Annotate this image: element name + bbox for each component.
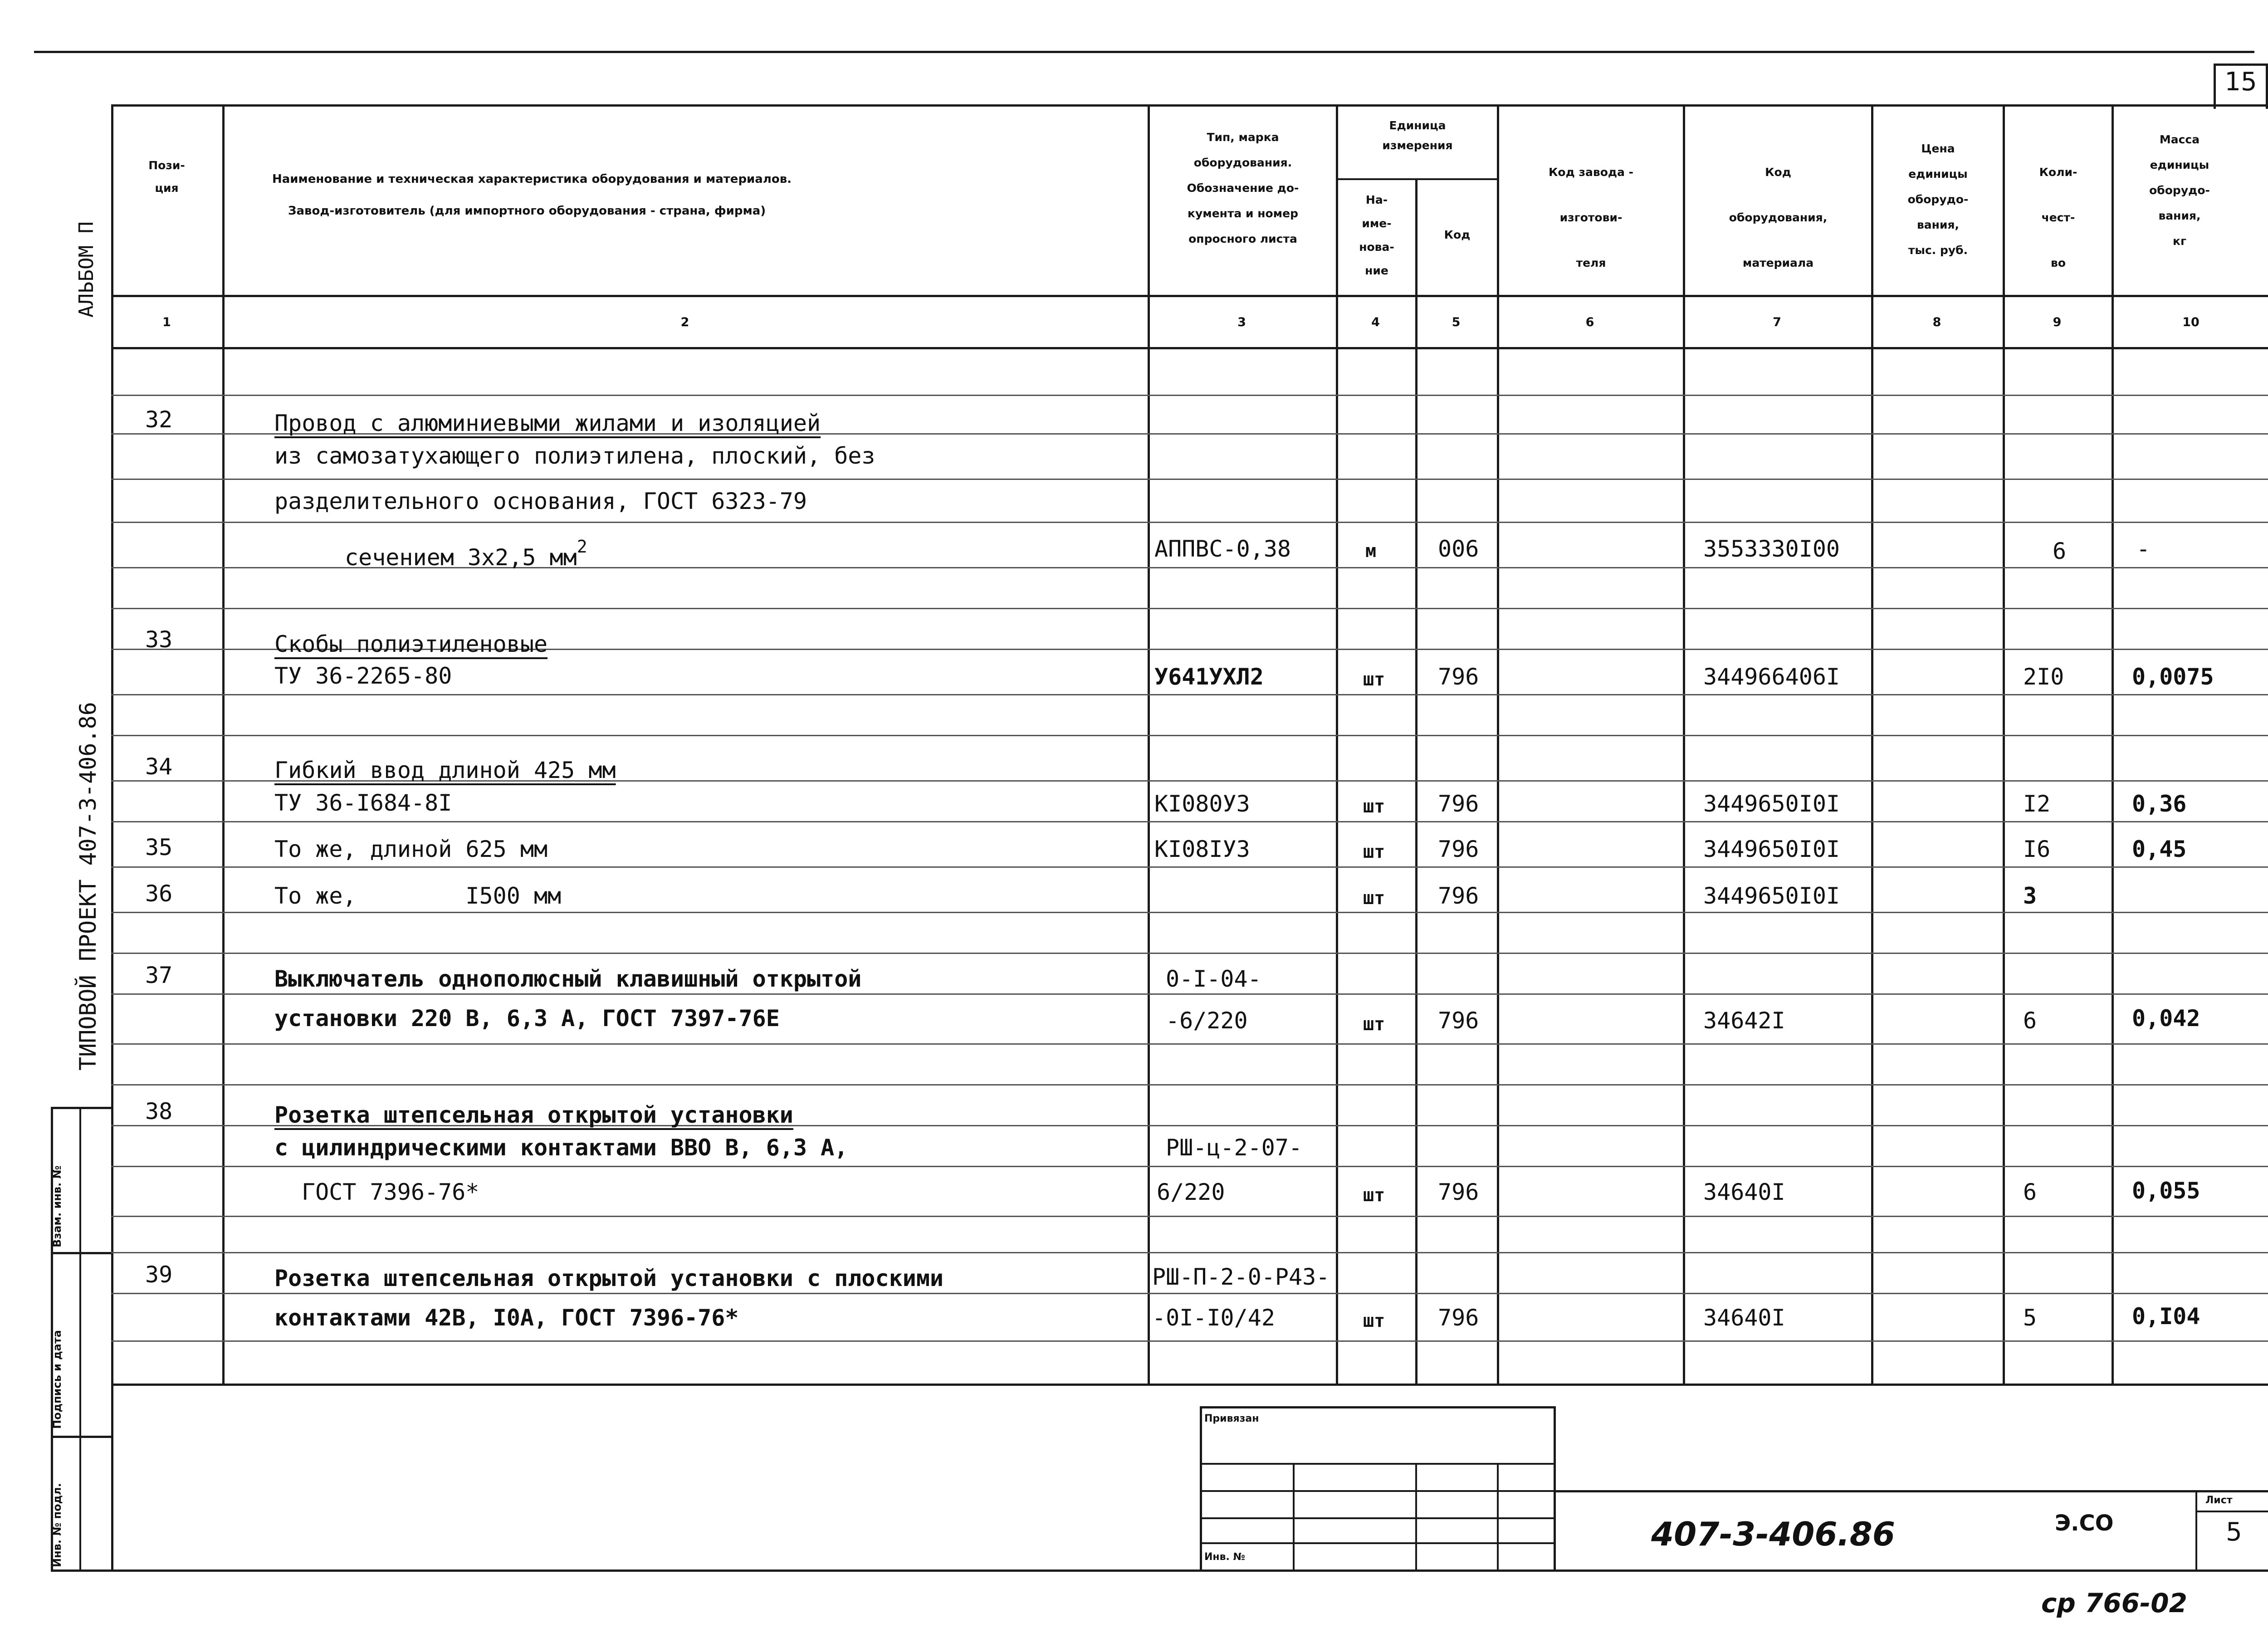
row-divider — [111, 912, 2268, 913]
footer-note: ср 766-02 — [2041, 1588, 2187, 1618]
row-type: РШ-П-2-0-Р43- — [1152, 1264, 1330, 1290]
row-name: То же, длиной 625 мм — [274, 836, 548, 862]
row-name: сечением 3х2,5 $мм^2$ — [345, 537, 587, 571]
row-pos: 33 — [145, 626, 173, 653]
stamp-inv-vzam: Взам. инв. № — [51, 1165, 64, 1247]
row-qty: I6 — [2023, 836, 2051, 862]
row-divider — [111, 1166, 2268, 1167]
header-mass: Масса единицы оборудо- вания, кг — [2149, 133, 2210, 248]
row-name: Выключатель однополюсный клавишный открытой — [274, 966, 862, 992]
row-divider — [111, 821, 2268, 822]
row-name: из самозатухающего полиэтилена, плоский, без — [274, 443, 875, 469]
sheet-number: 5 — [2226, 1517, 2242, 1547]
row-unit: м — [1365, 541, 1377, 562]
header-unit: Единица измерения — [1382, 119, 1453, 152]
row-type: РШ-ц-2-07- — [1166, 1134, 1303, 1161]
row-mass: 0,055 — [2132, 1178, 2200, 1204]
row-unit-code: 796 — [1438, 1007, 1479, 1034]
row-pos: 37 — [145, 962, 173, 988]
row-qty: 6 — [2023, 1179, 2037, 1205]
row-pos: 32 — [145, 406, 173, 433]
album-label: АЛЬБОМ П — [75, 221, 98, 318]
header-price: Цена единицы оборудо- вания, тыс. руб. — [1907, 142, 1969, 257]
row-type: КI080У3 — [1154, 791, 1250, 817]
row-divider — [111, 608, 2268, 609]
row-name: разделительного основания, ГОСТ 6323-79 — [274, 488, 807, 514]
row-type: АППВС-0,38 — [1154, 536, 1291, 562]
row-unit: шт — [1363, 1310, 1385, 1331]
row-qty: 6 — [2023, 1007, 2037, 1034]
row-unit: шт — [1363, 1185, 1385, 1206]
row-name: То же, I500 мм — [274, 883, 562, 909]
row-pos: 38 — [145, 1098, 173, 1125]
row-divider — [111, 735, 2268, 736]
row-code: 3449650I0I — [1703, 883, 1840, 909]
row-divider — [111, 953, 2268, 954]
section-code: Э.СО — [2055, 1511, 2114, 1536]
row-qty: 3 — [2023, 883, 2037, 909]
row-type: -6/220 — [1166, 1007, 1248, 1034]
row-divider — [111, 694, 2268, 695]
col-number: 1 — [162, 315, 171, 329]
row-unit-code: 796 — [1438, 664, 1479, 690]
row-divider — [111, 866, 2268, 868]
row-unit-code: 796 — [1438, 883, 1479, 909]
row-unit-code: 796 — [1438, 1305, 1479, 1331]
row-type: У641УХЛ2 — [1154, 664, 1264, 690]
header-position: Пози- ция — [148, 159, 185, 195]
row-mass: - — [2136, 536, 2151, 562]
header-type: Тип, марка оборудования. Обозначение до- кумента и номер опросного листа — [1187, 131, 1299, 245]
col-number: 6 — [1585, 315, 1594, 329]
row-name: Розетка штепсельная открытой установки — [274, 1102, 793, 1128]
header-unit-code: Код — [1444, 228, 1471, 241]
row-type: -0I-I0/42 — [1152, 1305, 1275, 1331]
row-code: 3449650I0I — [1703, 836, 1840, 862]
row-code: 344966406I — [1703, 664, 1840, 690]
row-divider — [111, 1293, 2268, 1294]
row-name: Провод с алюминиевыми жилами и изоляцией — [274, 410, 821, 436]
row-name: ТУ 36-2265-80 — [274, 663, 452, 689]
row-pos: 35 — [145, 834, 173, 861]
col-number: 9 — [2053, 315, 2062, 329]
row-code: 34640I — [1703, 1305, 1785, 1331]
row-name: Гибкий ввод длиной 425 мм — [274, 757, 616, 783]
sheet-label: Лист — [2205, 1495, 2233, 1506]
privyazan-label: Привязан — [1204, 1413, 1259, 1424]
row-mass: 0,45 — [2132, 836, 2187, 862]
inv-number-label: Инв. № — [1204, 1551, 1246, 1563]
row-unit-code: 796 — [1438, 836, 1479, 862]
row-code: 34642I — [1703, 1007, 1785, 1034]
stamp-inv-podl: Инв. № подл. — [51, 1483, 64, 1567]
row-qty: I2 — [2023, 791, 2051, 817]
row-divider — [111, 479, 2268, 480]
row-pos: 34 — [145, 753, 173, 780]
col-number: 5 — [1452, 315, 1461, 329]
row-mass: 0,36 — [2132, 791, 2187, 817]
row-divider — [111, 1340, 2268, 1342]
header-name: Наименование и техническая характеристика оборудования и материалов. Завод-изготовитель (для импортного оборудования - страна, фирма) — [272, 172, 792, 218]
row-unit: шт — [1363, 1014, 1385, 1035]
row-name: Розетка штепсельная открытой установки с плоскими — [274, 1265, 944, 1291]
row-divider — [111, 1084, 2268, 1085]
col-number: 2 — [680, 315, 689, 329]
row-name: ГОСТ 7396-76* — [302, 1179, 479, 1205]
row-unit: шт — [1363, 841, 1385, 862]
row-code: 3553330I00 — [1703, 536, 1840, 562]
row-divider — [111, 395, 2268, 396]
page-number: 15 — [2224, 67, 2257, 97]
row-code: 3449650I0I — [1703, 791, 1840, 817]
row-unit: шт — [1363, 669, 1385, 690]
row-divider — [111, 1043, 2268, 1045]
header-unit-name: На- име- нова- ние — [1359, 193, 1394, 277]
row-name: установки 220 В, 6,3 А, ГОСТ 7397-76Е — [274, 1005, 780, 1032]
row-unit-code: 796 — [1438, 1179, 1479, 1205]
col-number: 4 — [1371, 315, 1380, 329]
col-number: 3 — [1237, 315, 1246, 329]
row-name: контактами 42В, I0А, ГОСТ 7396-76* — [274, 1305, 739, 1331]
row-unit: шт — [1363, 888, 1385, 909]
row-code: 34640I — [1703, 1179, 1785, 1205]
row-name: Скобы полиэтиленовые — [274, 631, 548, 657]
row-type: 6/220 — [1157, 1179, 1225, 1205]
row-unit-code: 006 — [1438, 536, 1479, 562]
row-unit-code: 796 — [1438, 791, 1479, 817]
top-rule — [34, 51, 2254, 53]
approval-box — [1200, 1406, 1556, 1572]
col-number: 10 — [2182, 315, 2200, 329]
row-name: с цилиндрическими контактами ВВО В, 6,3 А, — [274, 1134, 848, 1161]
row-type: КI08IУ3 — [1154, 836, 1250, 862]
col-number: 8 — [1932, 315, 1941, 329]
row-divider — [111, 1252, 2268, 1253]
row-mass: 0,0075 — [2132, 664, 2214, 690]
row-mass: 0,I04 — [2132, 1303, 2200, 1330]
row-name: ТУ 36-I684-8I — [274, 790, 452, 816]
row-divider — [111, 1216, 2268, 1217]
row-qty: 5 — [2023, 1305, 2037, 1331]
stamp-sign-date: Подпись и дата — [51, 1330, 64, 1429]
row-qty: 2I0 — [2023, 664, 2064, 690]
row-type: 0-I-04- — [1166, 966, 1261, 992]
project-label: ТИПОВОЙ ПРОЕКТ 407-3-406.86 — [75, 702, 101, 1071]
header-qty: Коли- чест- во — [2039, 166, 2077, 269]
row-pos: 39 — [145, 1262, 173, 1288]
row-pos: 36 — [145, 880, 173, 907]
col-number: 7 — [1773, 315, 1781, 329]
header-factory: Код завода - изготови- теля — [1548, 166, 1634, 269]
row-unit: шт — [1363, 796, 1385, 817]
header-code: Код оборудования, материала — [1729, 166, 1828, 269]
document-number: 407-3-406.86 — [1651, 1515, 1895, 1553]
row-divider — [111, 522, 2268, 523]
row-divider — [111, 993, 2268, 995]
row-qty: 6 — [2053, 538, 2067, 564]
row-mass: 0,042 — [2132, 1005, 2200, 1032]
